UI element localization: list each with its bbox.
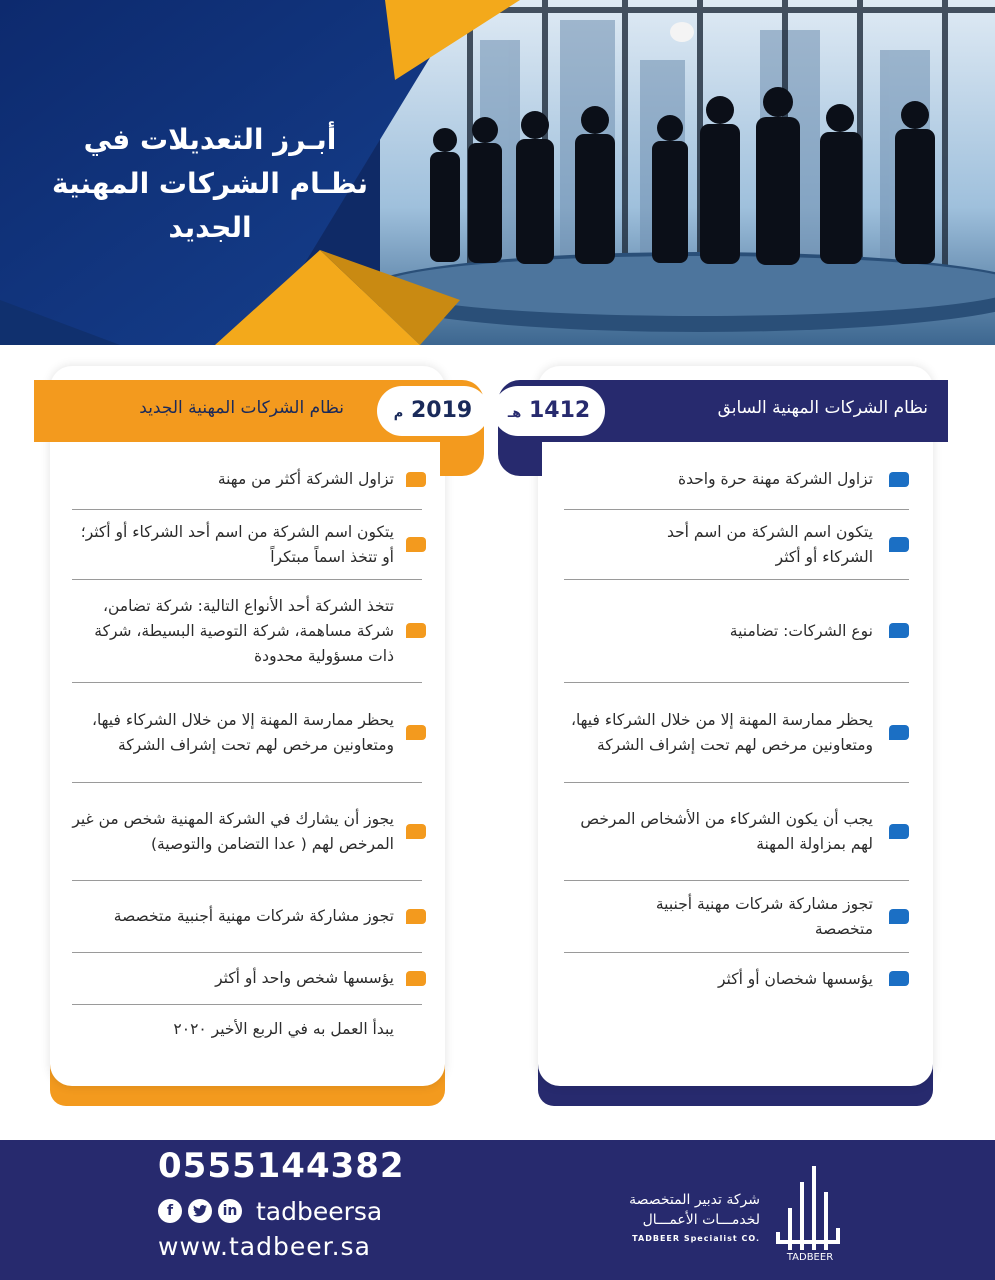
twitter-icon[interactable] xyxy=(188,1199,212,1223)
list-item: يحظر ممارسة المهنة إلا من خلال الشركاء فيها، ومتعاونين مرخص لهم تحت إشراف الشركة xyxy=(564,683,909,783)
new-system-header xyxy=(34,380,484,442)
previous-system-title: نظام الشركات المهنية السابق xyxy=(717,398,928,418)
logo-text: TADBEER xyxy=(786,1252,834,1263)
list-item: يتكون اسم الشركة من اسم أحد الشركاء أو أكثر؛ أو تتخذ اسماً مبتكراً xyxy=(72,510,422,580)
speech-bubble-icon xyxy=(406,824,426,839)
list-item: يؤسسها شخصان أو أكثر xyxy=(564,953,909,1005)
list-item: نوع الشركات: تضامنية xyxy=(564,580,909,683)
social-handle[interactable]: tadbeersa xyxy=(256,1196,383,1226)
list-item: يجوز أن يشارك في الشركة المهنية شخص من غير المرخص لهم ( عدا التضامن والتوصية) xyxy=(72,783,422,881)
speech-bubble-icon xyxy=(889,725,909,740)
year-suffix: م xyxy=(393,406,404,421)
facebook-icon[interactable]: f xyxy=(158,1199,182,1223)
previous-system-year-badge xyxy=(493,386,605,436)
year-value: 2019 xyxy=(410,398,473,423)
hero-banner xyxy=(0,0,995,345)
new-system-year-badge xyxy=(377,386,489,436)
social-links xyxy=(158,1196,382,1226)
previous-system-list xyxy=(564,450,909,1005)
list-item: يتكون اسم الشركة من اسم أحد الشركاء أو أكثر xyxy=(564,510,909,580)
list-item: يجب أن يكون الشركاء من الأشخاص المرخص لهم بمزاولة المهنة xyxy=(564,783,909,881)
speech-bubble-icon xyxy=(406,537,426,552)
list-item: يحظر ممارسة المهنة إلا من خلال الشركاء فيها، ومتعاونين مرخص لهم تحت إشراف الشركة xyxy=(72,683,422,783)
previous-system-header xyxy=(498,380,948,442)
new-system-title: نظام الشركات المهنية الجديد xyxy=(139,398,344,418)
footer xyxy=(0,1140,995,1280)
speech-bubble-icon xyxy=(889,537,909,552)
list-item: تجوز مشاركة شركات مهنية أجنبية متخصصة xyxy=(564,881,909,953)
list-item: يبدأ العمل به في الربع الأخير ٢٠٢٠ xyxy=(173,1019,394,1038)
company-name-en: TADBEER Specialist CO. xyxy=(632,1234,760,1243)
previous-system-column xyxy=(498,366,948,1106)
year-value: 1412 xyxy=(528,398,591,423)
new-system-column xyxy=(34,366,484,1106)
speech-bubble-icon xyxy=(406,909,426,924)
list-item: تزاول الشركة مهنة حرة واحدة xyxy=(564,450,909,510)
list-item: يؤسسها شخص واحد أو أكثر xyxy=(72,953,422,1005)
speech-bubble-icon xyxy=(406,472,426,487)
speech-bubble-icon xyxy=(889,472,909,487)
website-link[interactable]: www.tadbeer.sa xyxy=(158,1232,371,1261)
linkedin-icon[interactable]: in xyxy=(218,1199,242,1223)
speech-bubble-icon xyxy=(889,909,909,924)
phone-number[interactable]: 0555144382 xyxy=(158,1146,405,1186)
list-item: تجوز مشاركة شركات مهنية أجنبية متخصصة xyxy=(72,881,422,953)
new-system-list xyxy=(72,450,422,1053)
list-item: تتخذ الشركة أحد الأنواع التالية: شركة تضامن، شركة مساهمة، شركة التوصية البسيطة، شركة ذات مسؤولية محدودة xyxy=(72,580,422,683)
list-item: تزاول الشركة أكثر من مهنة xyxy=(72,450,422,510)
speech-bubble-icon xyxy=(406,623,426,638)
speech-bubble-icon xyxy=(406,725,426,740)
page-title: أبـرز التعديلات في نظـام الشركات المهنية الجديد xyxy=(51,123,369,244)
speech-bubble-icon xyxy=(889,623,909,638)
year-suffix: هـ xyxy=(507,406,522,421)
tadbeer-logo-icon xyxy=(768,1162,848,1250)
speech-bubble-icon xyxy=(889,824,909,839)
company-tagline-ar: لخدمـــات الأعمـــال xyxy=(642,1212,760,1228)
company-name-ar: شركة تدبير المتخصصة xyxy=(629,1192,760,1208)
speech-bubble-icon xyxy=(406,971,426,986)
speech-bubble-icon xyxy=(889,971,909,986)
